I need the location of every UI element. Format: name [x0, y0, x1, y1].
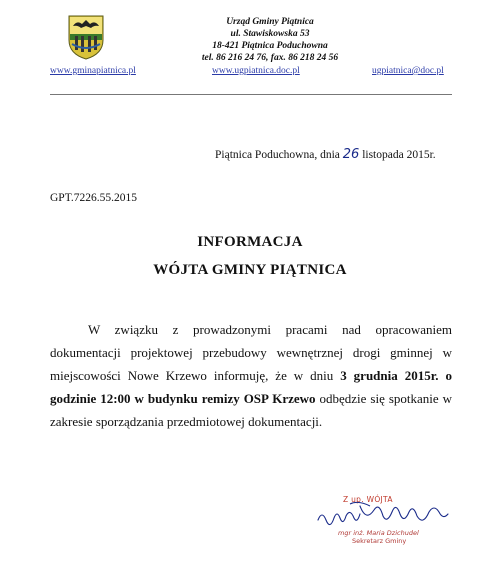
reference-number: GPT.7226.55.2015 — [50, 192, 137, 204]
date-suffix: listopada 2015r. — [359, 149, 436, 161]
office-street: ul. Stawiskowska 53 — [230, 29, 310, 39]
stamp-zup: Z up. WÓJTA — [343, 495, 393, 504]
office-phone: tel. 86 216 24 76, fax. 86 218 24 56 — [201, 53, 339, 63]
coat-of-arms-icon — [67, 14, 105, 60]
date-day: 26 — [342, 147, 360, 162]
handwritten-signature — [310, 500, 470, 532]
body-part-2: odbędzie się spotkanie w zakresie sporządzania przedmiotowej dokumentacji. — [50, 391, 453, 429]
website-link[interactable]: www.gminapiatnica.pl — [50, 66, 136, 76]
document-subtitle: WÓJTA GMINY PIĄTNICA — [153, 262, 347, 278]
office-city: 18-421 Piątnica Poduchowna — [212, 41, 328, 51]
office-name: Urząd Gminy Piątnica — [226, 17, 314, 27]
signatory-name: mgr inż. Maria Dzichudel — [338, 529, 419, 537]
header-divider — [50, 94, 452, 95]
body-text — [50, 318, 452, 433]
email-link[interactable]: ugpiatnica@doc.pl — [372, 66, 444, 76]
date-line — [215, 147, 436, 162]
document-title: INFORMACJA — [197, 234, 303, 250]
body-part-1: W związku z prowadzonymi pracami nad opracowaniem dokumentacji projektowej przebudowy wewnętrznej drogi gminnej w miejscowości Nowe Krzewo informuję, że w dniu — [50, 322, 452, 383]
body-bold: 3 grudnia 2015r. o godzinie 12:00 w budynku remizy OSP Krzewo — [50, 368, 452, 406]
bip-link[interactable]: www.ugpiatnica.doc.pl — [212, 66, 300, 76]
signatory-role: Sekretarz Gminy — [352, 537, 407, 545]
date-prefix: Piątnica Poduchowna, dnia — [215, 149, 343, 161]
